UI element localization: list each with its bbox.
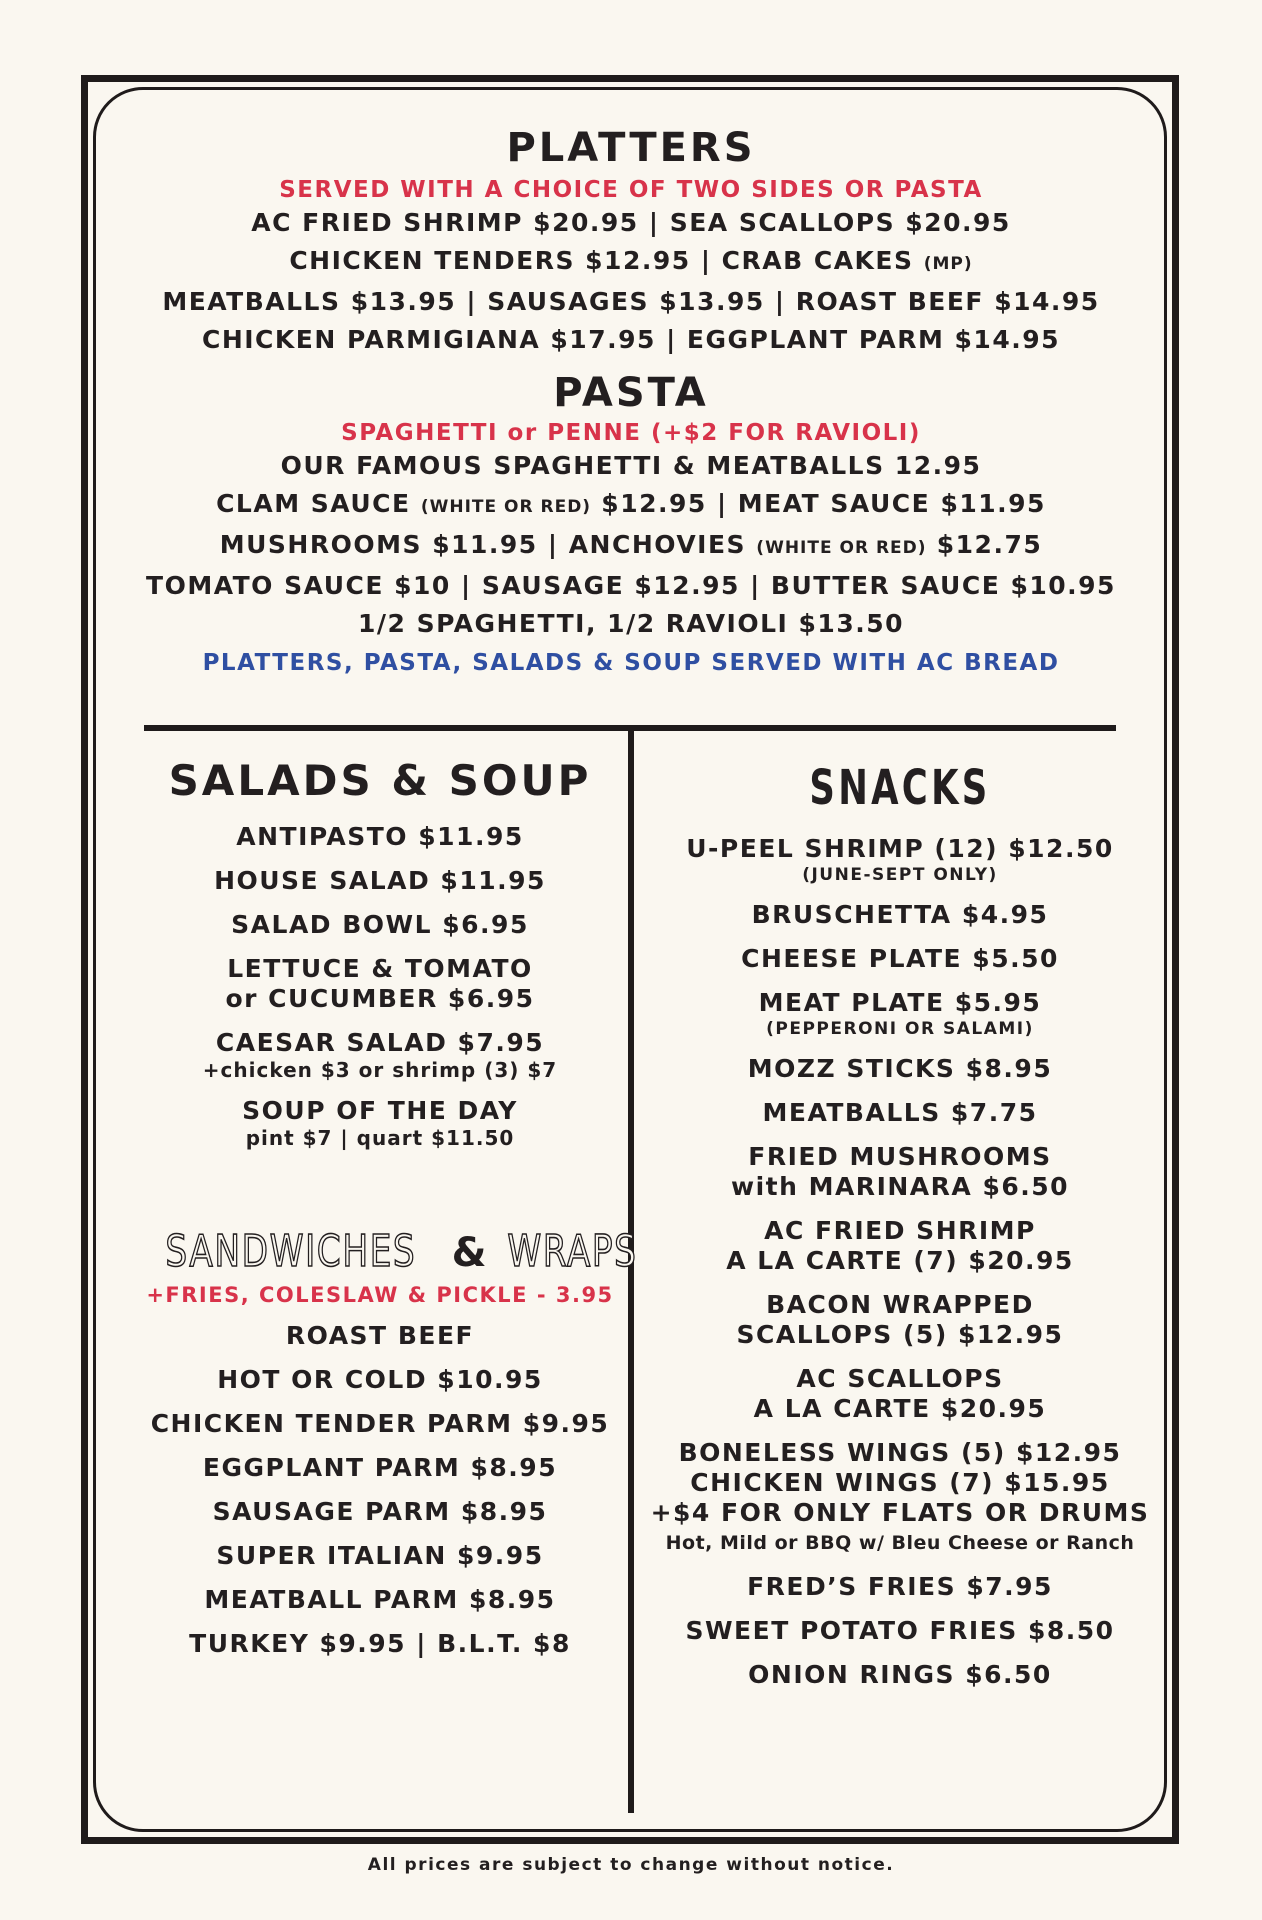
sandwich-item: TURKEY $9.95 | B.L.T. $8 <box>189 1629 571 1658</box>
sandwiches-subtitle: +FRIES, COLESLAW & PICKLE - 3.95 <box>146 1283 614 1307</box>
price-disclaimer: All prices are subject to change without notice. <box>367 1855 895 1875</box>
platters-line-4: CHICKEN PARMIGIANA $17.95 | EGGPLANT PARM $14.95 <box>201 325 1061 354</box>
salad-caesar-note: +chicken $3 or shrimp (3) $7 <box>202 1058 558 1082</box>
salad-bowl: SALAD BOWL $6.95 <box>231 910 529 939</box>
pasta-line-2 <box>0 485 1262 526</box>
salads-title: SALADS & SOUP <box>168 756 592 805</box>
pasta-subtitle: SPAGHETTI or PENNE (+$2 FOR RAVIOLI) <box>341 420 921 446</box>
pasta-line-5: 1/2 SPAGHETTI, 1/2 RAVIOLI $13.50 <box>357 609 905 638</box>
soup-name: SOUP OF THE DAY <box>242 1096 518 1125</box>
snack-meat-name: MEAT PLATE $5.95 <box>758 988 1042 1017</box>
right-column <box>640 756 1160 1704</box>
pasta-line-2-small: (WHITE OR RED) <box>420 497 592 517</box>
snack-fried-shrimp <box>640 1216 1160 1276</box>
snack-wings-line-1: BONELESS WINGS (5) $12.95 <box>678 1438 1122 1467</box>
platters-title: PLATTERS <box>506 125 756 171</box>
soup-note: pint $7 | quart $11.50 <box>245 1126 515 1150</box>
snack-wings <box>640 1438 1160 1558</box>
sandwich-item: MEATBALL PARM $8.95 <box>204 1585 556 1614</box>
salad-lettuce-line-1: LETTUCE & TOMATO <box>227 954 533 983</box>
platters-line-2-text: CHICKEN TENDERS $12.95 | CRAB CAKES <box>289 246 914 275</box>
snack-ac-scallops <box>640 1364 1160 1424</box>
snack-meatballs: MEATBALLS $7.75 <box>762 1098 1038 1127</box>
salad-caesar <box>130 1028 630 1082</box>
platters-subtitle: SERVED WITH A CHOICE OF TWO SIDES OR PASTA <box>279 177 983 203</box>
pasta-line-3 <box>0 526 1262 567</box>
snack-mushrooms <box>640 1142 1160 1202</box>
snack-wings-line-3: +$4 FOR ONLY FLATS OR DRUMS <box>650 1498 1150 1527</box>
snack-freds-fries: FRED’S FRIES $7.95 <box>747 1572 1053 1601</box>
top-section <box>0 125 1262 677</box>
snack-bacon-line-2: SCALLOPS (5) $12.95 <box>736 1320 1064 1349</box>
snack-meat-note: (PEPPERONI OR SALAMI) <box>766 1019 1034 1039</box>
salad-lettuce <box>130 954 630 1014</box>
sandwich-item: EGGPLANT PARM $8.95 <box>202 1453 558 1482</box>
sandwich-item: HOT OR COLD $10.95 <box>217 1365 543 1394</box>
platters-line-1: AC FRIED SHRIMP $20.95 | SEA SCALLOPS $20.95 <box>251 208 1011 237</box>
pasta-line-2-a: CLAM SAUCE <box>216 489 411 518</box>
snack-upeel-name: U-PEEL SHRIMP (12) $12.50 <box>686 834 1114 863</box>
soup-of-the-day <box>130 1096 630 1150</box>
snack-wings-note: Hot, Mild or BBQ w/ Bleu Cheese or Ranch <box>665 1532 1135 1554</box>
platters-line-3: MEATBALLS $13.95 | SAUSAGES $13.95 | ROAST BEEF $14.95 <box>162 287 1100 316</box>
snack-wings-line-2: CHICKEN WINGS (7) $15.95 <box>690 1468 1110 1497</box>
snack-onion-rings: ONION RINGS $6.50 <box>748 1660 1052 1689</box>
sandwich-item: CHICKEN TENDER PARM $9.95 <box>150 1409 610 1438</box>
sandwiches-title-b: WRAPS <box>506 1226 638 1277</box>
salad-caesar-name: CAESAR SALAD $7.95 <box>215 1028 545 1057</box>
snack-fried-shrimp-line-1: AC FRIED SHRIMP <box>764 1216 1036 1245</box>
pasta-line-4: TOMATO SAUCE $10 | SAUSAGE $12.95 | BUTTER SAUCE $10.95 <box>146 571 1116 600</box>
snack-cheese: CHEESE PLATE $5.50 <box>741 944 1059 973</box>
snack-bruschetta: BRUSCHETTA $4.95 <box>751 900 1049 929</box>
snack-mozz: MOZZ STICKS $8.95 <box>747 1054 1053 1083</box>
snack-fried-shrimp-line-2: A LA CARTE (7) $20.95 <box>726 1246 1074 1275</box>
snack-bacon-scallops <box>640 1290 1160 1350</box>
snack-mushrooms-line-1: FRIED MUSHROOMS <box>748 1142 1052 1171</box>
pasta-line-2-b: $12.95 | MEAT SAUCE $11.95 <box>601 489 1046 518</box>
platters-line-2 <box>0 242 1262 283</box>
bread-note: PLATTERS, PASTA, SALADS & SOUP SERVED WITH AC BREAD <box>202 650 1060 676</box>
sandwich-item: ROAST BEEF <box>285 1321 475 1350</box>
salad-lettuce-line-2: or CUCUMBER $6.95 <box>225 984 535 1013</box>
platters-line-2-mp: (MP) <box>923 254 973 274</box>
snack-scallops-line-2: A LA CARTE $20.95 <box>753 1394 1047 1423</box>
snack-meat <box>640 988 1160 1040</box>
sandwiches-title-a: SANDWICHES <box>165 1226 417 1277</box>
salad-antipasto: ANTIPASTO $11.95 <box>236 822 524 851</box>
sandwiches-title-amp: & <box>451 1230 489 1276</box>
sandwich-item: SUPER ITALIAN $9.95 <box>216 1541 544 1570</box>
sandwich-item: SAUSAGE PARM $8.95 <box>212 1497 548 1526</box>
snack-scallops-line-1: AC SCALLOPS <box>796 1364 1004 1393</box>
snacks-title: SNACKS <box>809 760 991 816</box>
pasta-title: PASTA <box>553 370 709 416</box>
snack-upeel <box>640 834 1160 886</box>
pasta-line-3-small: (WHITE OR RED) <box>756 538 927 558</box>
snack-sweet-potato-fries: SWEET POTATO FRIES $8.50 <box>685 1616 1115 1645</box>
pasta-line-3-b: $12.75 <box>936 530 1043 559</box>
pasta-line-1: OUR FAMOUS SPAGHETTI & MEATBALLS 12.95 <box>280 451 982 480</box>
snack-bacon-line-1: BACON WRAPPED <box>766 1290 1034 1319</box>
pasta-line-3-a: MUSHROOMS $11.95 | ANCHOVIES <box>219 530 747 559</box>
salad-house: HOUSE SALAD $11.95 <box>214 866 546 895</box>
left-column <box>130 756 638 1673</box>
snack-mushrooms-line-2: with MARINARA $6.50 <box>730 1172 1070 1201</box>
snack-upeel-note: (JUNE-SEPT ONLY) <box>802 865 998 885</box>
sandwiches-title <box>130 1226 638 1279</box>
